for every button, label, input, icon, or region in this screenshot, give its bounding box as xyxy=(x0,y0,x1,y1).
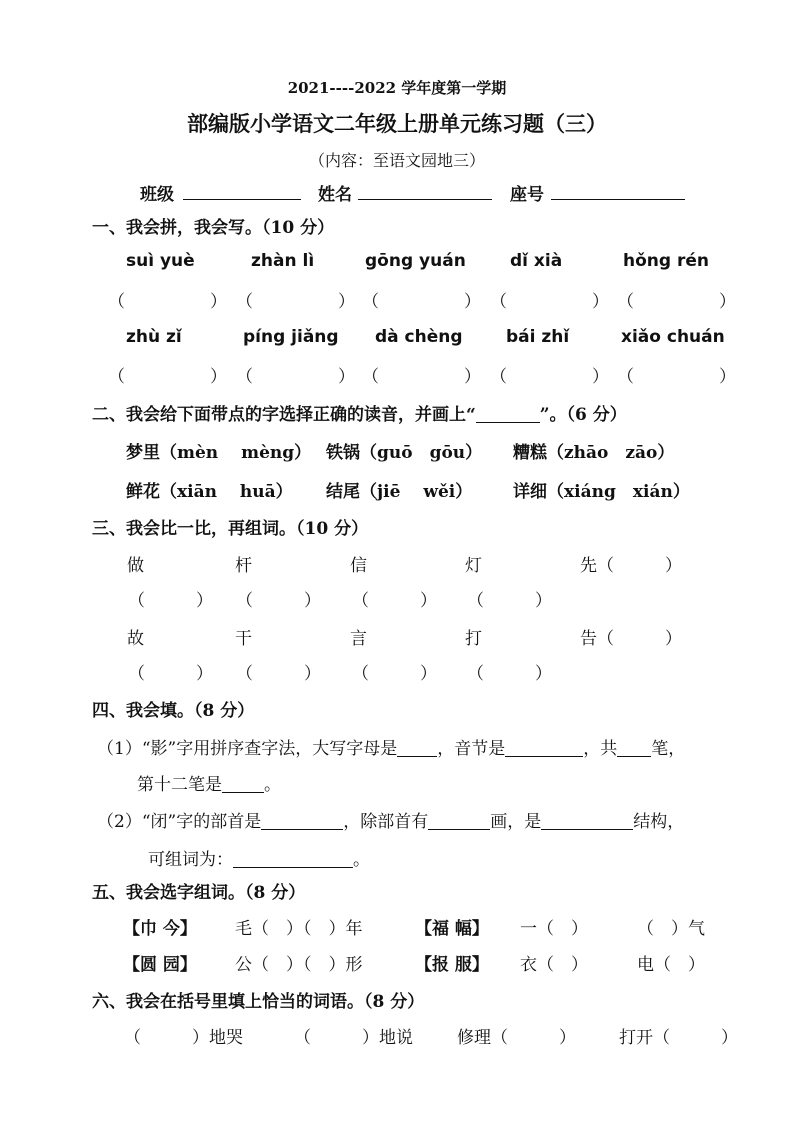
q-text: ，共 xyxy=(583,739,618,759)
blank-stroke-count[interactable] xyxy=(617,740,651,757)
answer-parentheses[interactable]: （ ） xyxy=(352,664,437,684)
blank-radical[interactable] xyxy=(261,813,343,830)
answer-parentheses[interactable]: （ ） xyxy=(362,367,481,387)
word-fill[interactable]: 打开（ ） xyxy=(619,1028,738,1048)
pinyin-item: hǒng rén xyxy=(623,251,709,271)
word-blank[interactable]: 毛（ ）（ ）年 xyxy=(235,919,363,939)
char-pair: 【福 幅】 xyxy=(415,919,489,939)
blank-word[interactable] xyxy=(233,851,353,868)
word-blank[interactable]: 衣（ ） xyxy=(520,955,588,975)
answer-parentheses[interactable]: （ ） xyxy=(236,591,321,611)
q-text: （2）“闭”字的部首是 xyxy=(97,812,262,832)
answer-parentheses[interactable]: （ ） xyxy=(128,591,213,611)
reading-choice[interactable]: 鲜花（xiān huā） xyxy=(126,482,293,502)
answer-parentheses[interactable]: （ ） xyxy=(108,292,227,312)
answer-parentheses[interactable]: （ ） xyxy=(236,367,355,387)
section-4-title: 四、我会填。（8 分） xyxy=(92,701,255,721)
blank-twelfth-stroke[interactable] xyxy=(222,776,264,793)
compare-char: 干 xyxy=(235,629,252,649)
pinyin-item: suì yuè xyxy=(126,251,195,271)
answer-parentheses[interactable]: （ ） xyxy=(236,664,321,684)
answer-parentheses[interactable]: （ ） xyxy=(467,664,552,684)
school-year: 2021----2022 学年度第一学期 xyxy=(287,79,507,97)
answer-parentheses[interactable]: （ ） xyxy=(617,292,736,312)
q-text: 第十二笔是 xyxy=(137,775,222,795)
q-text: 笔， xyxy=(651,739,686,759)
q-text: 结构， xyxy=(633,812,685,832)
section-1-title: 一、我会拼，我会写。（10 分） xyxy=(92,218,335,238)
pinyin-item: dǐ xià xyxy=(510,251,563,271)
compare-char: 灯 xyxy=(465,556,482,576)
q-text: 。 xyxy=(264,775,281,795)
q-text: 画，是 xyxy=(490,812,542,832)
seat-blank[interactable] xyxy=(551,183,685,200)
q-text: ，除部首有 xyxy=(343,812,429,832)
compare-char: 做 xyxy=(127,556,144,576)
compare-char: 故 xyxy=(127,629,144,649)
section-5-title: 五、我会选字组词。（8 分） xyxy=(92,883,306,903)
name-label: 姓名 xyxy=(318,185,352,205)
pinyin-item: gōng yuán xyxy=(365,251,466,271)
section-2-title-start: 二、我会给下面带点的字选择正确的读音，并画上“ xyxy=(92,405,476,425)
pinyin-item: dà chèng xyxy=(375,327,463,347)
compare-char: 信 xyxy=(350,556,367,576)
reading-choice[interactable]: 结尾（jiē wěi） xyxy=(326,482,473,502)
name-blank[interactable] xyxy=(358,183,492,200)
compare-char[interactable]: 先（ ） xyxy=(580,556,682,576)
pinyin-item: zhù zǐ xyxy=(126,327,182,347)
class-label: 班级 xyxy=(140,185,174,205)
answer-parentheses[interactable]: （ ） xyxy=(352,591,437,611)
seat-label: 座号 xyxy=(510,185,544,205)
compare-char: 打 xyxy=(465,629,482,649)
page-subtitle: （内容：至语文园地三） xyxy=(308,151,485,170)
question-4-2 xyxy=(97,807,684,832)
blank-syllable[interactable] xyxy=(505,740,583,757)
pinyin-item: xiǎo chuán xyxy=(621,327,725,347)
q-text: （1）“影”字用拼序查字法，大写字母是 xyxy=(97,739,398,759)
answer-parentheses[interactable]: （ ） xyxy=(467,591,552,611)
char-pair: 【圆 园】 xyxy=(123,955,197,975)
answer-parentheses[interactable]: （ ） xyxy=(617,367,736,387)
section-3-title: 三、我会比一比，再组词。（10 分） xyxy=(92,519,369,539)
reading-choice[interactable]: 糟糕（zhāo zāo） xyxy=(513,443,675,463)
section-6-title: 六、我会在括号里填上恰当的词语。（8 分） xyxy=(92,992,425,1012)
blank-strokes[interactable] xyxy=(428,813,490,830)
char-pair: 【巾 今】 xyxy=(123,919,197,939)
compare-char: 言 xyxy=(350,629,367,649)
word-fill[interactable]: （ ）地哭 xyxy=(124,1028,243,1048)
reading-choice[interactable]: 梦里（mèn mèng） xyxy=(126,443,312,463)
word-blank[interactable]: （ ）气 xyxy=(637,919,705,939)
question-4-1-cont xyxy=(137,770,281,795)
answer-parentheses[interactable]: （ ） xyxy=(362,292,481,312)
reading-choice[interactable]: 详细（xiáng xián） xyxy=(513,482,690,502)
pinyin-item: píng jiǎng xyxy=(243,327,339,347)
char-pair: 【报 服】 xyxy=(415,955,489,975)
compare-char[interactable]: 告（ ） xyxy=(580,629,682,649)
question-4-1 xyxy=(97,734,685,759)
word-blank[interactable]: 一（ ） xyxy=(520,919,588,939)
q-text: 可组词为： xyxy=(148,850,233,870)
blank-structure[interactable] xyxy=(541,813,633,830)
q-text: 。 xyxy=(353,850,370,870)
pinyin-item: zhàn lì xyxy=(251,251,315,271)
page-title: 部编版小学语文二年级上册单元练习题（三） xyxy=(187,111,607,136)
class-blank[interactable] xyxy=(183,183,301,200)
answer-parentheses[interactable]: （ ） xyxy=(490,367,609,387)
answer-parentheses[interactable]: （ ） xyxy=(490,292,609,312)
section-2-title xyxy=(92,400,627,425)
blank-capital-letter[interactable] xyxy=(397,740,437,757)
question-4-2-cont xyxy=(148,845,370,870)
answer-parentheses[interactable]: （ ） xyxy=(236,292,355,312)
answer-parentheses[interactable]: （ ） xyxy=(108,367,227,387)
word-fill[interactable]: 修理（ ） xyxy=(457,1028,576,1048)
answer-parentheses[interactable]: （ ） xyxy=(128,664,213,684)
pinyin-item: bái zhǐ xyxy=(506,327,570,347)
q-text: ，音节是 xyxy=(437,739,506,759)
underline-sample xyxy=(476,406,540,423)
reading-choice[interactable]: 铁锅（guō gōu） xyxy=(326,443,483,463)
word-blank[interactable]: 电（ ） xyxy=(637,955,705,975)
word-fill[interactable]: （ ）地说 xyxy=(294,1028,413,1048)
compare-char: 杆 xyxy=(235,556,252,576)
word-blank[interactable]: 公（ ）（ ）形 xyxy=(235,955,363,975)
section-2-title-end: ”。（6 分） xyxy=(539,405,627,425)
